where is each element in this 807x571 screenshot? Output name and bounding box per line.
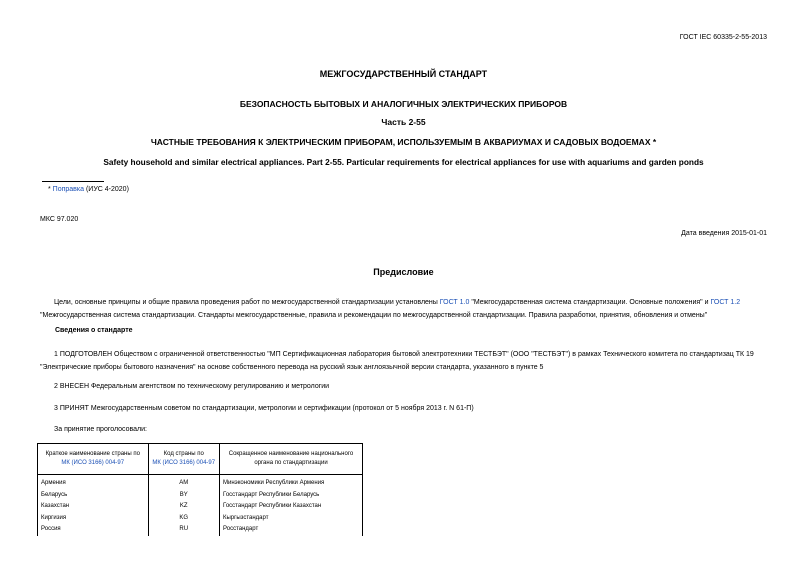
item-adopted: 3 ПРИНЯТ Межгосударственным советом по стандартизации, метрологии и сертификации (протокол от 5 ноября 2013 г. N 61-П) [54, 405, 474, 412]
body-cell: Госстандарт Республики Беларусь [220, 490, 363, 502]
mks-code: МКС 97.020 [40, 216, 79, 223]
body-cell: Госстандарт Республики Казахстан [220, 501, 363, 513]
column-header-code [148, 444, 220, 475]
effective-date: Дата введения 2015-01-01 [681, 230, 767, 237]
mk-iso-link-2[interactable]: МК (ИСО 3166) 004-97 [152, 460, 216, 466]
column-header-body: Сокращенное наименование национального органа по стандартизации [220, 444, 363, 475]
standard-info-heading: Сведения о стандарте [55, 327, 133, 334]
standard-title: БЕЗОПАСНОСТЬ БЫТОВЫХ И АНАЛОГИЧНЫХ ЭЛЕКТРИЧЕСКИХ ПРИБОРОВ [239, 99, 568, 109]
item-submitted: 2 ВНЕСЕН Федеральным агентством по техническому регулированию и метрологии [54, 383, 330, 390]
country-cell: Казахстан [38, 501, 149, 513]
table-row [38, 490, 363, 502]
item-prepared: 1 ПОДГОТОВЛЕН Обществом с ограниченной ответственностью "МП Сертификационная лаборатория бытовой электротехники ТЕСТБЭТ" (ООО "ТЕСТБЭТ") в рамках Технического комитета по стандартизац ТК 19 "Электрические приборы бытового назначения" на основе собственного перевода на русский язык англоязычной версии стандарта, указанного в пункте 5 [40, 351, 754, 371]
footnote-divider [42, 181, 104, 182]
gost-1-0-link[interactable]: ГОСТ 1.0 [439, 299, 470, 306]
voting-table [37, 443, 363, 536]
body-cell: Кыргызстандарт [220, 513, 363, 525]
amendment-link[interactable]: Поправка [52, 186, 85, 193]
table-row [38, 501, 363, 513]
code-cell: KZ [148, 501, 220, 513]
code-cell: AM [148, 475, 220, 490]
body-cell: Минэкономики Республики Армения [220, 475, 363, 490]
country-cell: Беларусь [38, 490, 149, 502]
english-title: Safety household and similar electrical appliances. Part 2-55. Particular requirements for electrical appliances for use with aquariums and garden ponds [103, 157, 704, 167]
country-cell: Россия [38, 524, 149, 536]
voted-label: За принятие проголосовали: [54, 426, 147, 433]
table-row [38, 475, 363, 490]
document-code: ГОСТ IEC 60335-2-55-2013 [679, 34, 767, 41]
footnote [48, 186, 129, 193]
gost-1-2-link[interactable]: ГОСТ 1.2 [710, 299, 741, 306]
preface-text-c: "Межгосударственная система стандартизации. Стандарты межгосударственные, правила и рекомендации по межгосударственной стандартизации. Правила разработки, принятия, обновления и отмены" [40, 312, 708, 319]
footnote-text: (ИУС 4-2020) [84, 186, 129, 193]
mk-iso-link-1[interactable]: МК (ИСО 3166) 004-97 [61, 460, 125, 466]
code-cell: KG [148, 513, 220, 525]
body-cell: Росстандарт [220, 524, 363, 536]
preface-paragraph [40, 296, 770, 322]
code-cell: RU [148, 524, 220, 536]
column-header-country [38, 444, 149, 475]
doc-type-title: МЕЖГОСУДАРСТВЕННЫЙ СТАНДАРТ [319, 69, 488, 79]
part-title: ЧАСТНЫЕ ТРЕБОВАНИЯ К ЭЛЕКТРИЧЕСКИМ ПРИБОРАМ, ИСПОЛЬЗУЕМЫМ В АКВАРИУМАХ И САДОВЫХ ВОДОЕМАХ * [150, 137, 657, 147]
column-header-country-text: Краткое наименование страны по [45, 451, 140, 457]
column-header-code-text: Код страны по [163, 451, 204, 457]
table-row [38, 513, 363, 525]
country-cell: Киргизия [38, 513, 149, 525]
part-number: Часть 2-55 [381, 117, 426, 127]
code-cell: BY [148, 490, 220, 502]
preface-text-a: Цели, основные принципы и общие правила проведения работ по межгосударственной стандартизации установлены [54, 299, 440, 306]
table-row [38, 524, 363, 536]
footnote-star: * [48, 186, 53, 193]
country-cell: Армения [38, 475, 149, 490]
preface-text-b: "Межгосударственная система стандартизации. Основные положения" и [469, 299, 711, 306]
preface-heading: Предисловие [373, 267, 434, 277]
